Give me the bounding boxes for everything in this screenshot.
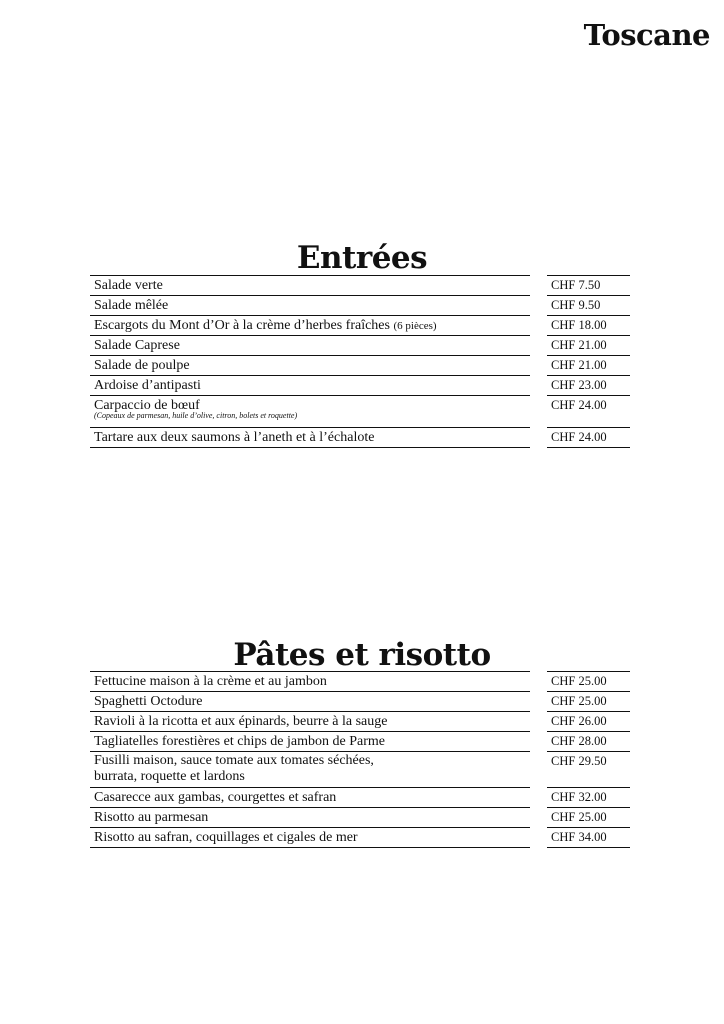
item-name-line2: burrata, roquette et lardons — [94, 769, 245, 784]
item-description: (Copeaux de parmesan, huile d’olive, citron, bolets et roquette) — [94, 411, 298, 420]
entrees-heading: Entrées — [296, 240, 428, 276]
item-price: CHF 29.50 — [547, 751, 630, 787]
item-price: CHF 25.00 — [547, 807, 630, 827]
menu-item — [0, 335, 724, 355]
item-name: Fettucine maison à la crème et au jambon — [90, 671, 530, 691]
item-name: Tagliatelles forestières et chips de jambon de Parme — [90, 731, 530, 751]
menu-item — [0, 807, 724, 827]
pates-list — [0, 671, 724, 848]
item-name: Escargots du Mont d’Or à la crème d’herbes fraîches — [94, 318, 390, 333]
item-name: Casarecce aux gambas, courgettes et safran — [90, 787, 530, 807]
item-price: CHF 25.00 — [547, 671, 630, 691]
item-name: Risotto au parmesan — [90, 807, 530, 827]
menu-item — [0, 827, 724, 847]
entrees-list — [0, 275, 724, 448]
menu-item — [0, 711, 724, 731]
item-price: CHF 28.00 — [547, 731, 630, 751]
item-name: Salade de poulpe — [90, 355, 530, 375]
menu-item — [0, 395, 724, 427]
item-price: CHF 18.00 — [547, 315, 630, 335]
menu-item — [0, 671, 724, 691]
item-name: Ravioli à la ricotta et aux épinards, beurre à la sauge — [90, 711, 530, 731]
item-name: Spaghetti Octodure — [90, 691, 530, 711]
menu-item — [0, 315, 724, 335]
menu-item — [0, 751, 724, 787]
item-price: CHF 21.00 — [547, 335, 630, 355]
item-price: CHF 21.00 — [547, 355, 630, 375]
item-price: CHF 7.50 — [547, 275, 630, 295]
item-name: Carpaccio de bœuf — [94, 398, 200, 413]
menu-item — [0, 375, 724, 395]
restaurant-name: Toscane — [583, 18, 710, 52]
menu-item — [0, 787, 724, 807]
item-price: CHF 23.00 — [547, 375, 630, 395]
item-name: Fusilli maison, sauce tomate aux tomates séchées, — [94, 753, 374, 768]
menu-item — [0, 731, 724, 751]
item-price: CHF 24.00 — [547, 427, 630, 447]
menu-item — [0, 275, 724, 295]
menu-item — [0, 295, 724, 315]
item-name: Salade Caprese — [90, 335, 530, 355]
item-price: CHF 24.00 — [547, 395, 630, 427]
item-note: (6 pièces) — [393, 320, 437, 332]
item-price: CHF 9.50 — [547, 295, 630, 315]
pates-heading: Pâtes et risotto — [233, 637, 491, 673]
menu-item — [0, 691, 724, 711]
menu-item — [0, 427, 724, 447]
item-name: Salade mêlée — [90, 295, 530, 315]
item-price: CHF 25.00 — [547, 691, 630, 711]
item-name: Tartare aux deux saumons à l’aneth et à l’échalote — [90, 427, 530, 447]
item-name-wrapper — [90, 751, 530, 787]
item-price: CHF 26.00 — [547, 711, 630, 731]
item-name: Salade verte — [90, 275, 530, 295]
item-name-wrapper — [90, 395, 530, 427]
item-name: Risotto au safran, coquillages et cigales de mer — [90, 827, 530, 847]
item-name-wrapper — [90, 315, 530, 335]
table-bottom-rule — [0, 447, 724, 448]
menu-item — [0, 355, 724, 375]
item-name: Ardoise d’antipasti — [90, 375, 530, 395]
item-price: CHF 32.00 — [547, 787, 630, 807]
item-price: CHF 34.00 — [547, 827, 630, 847]
table-bottom-rule — [0, 847, 724, 848]
